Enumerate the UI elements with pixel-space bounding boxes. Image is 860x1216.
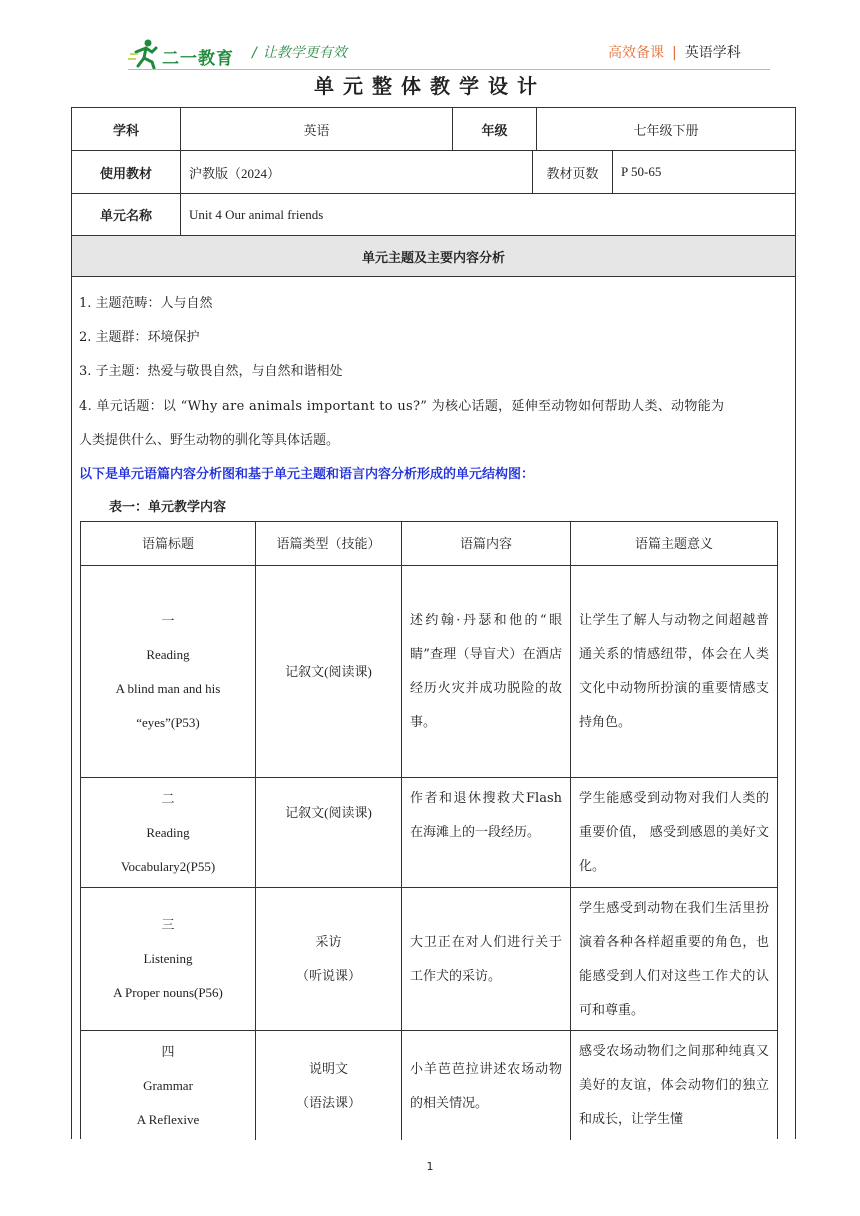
- grade-label: 年级: [452, 108, 536, 150]
- table-row-2-meaning: 学生能感受到动物对我们人类的重要价值， 感受到感恩的美好文化。: [570, 777, 777, 887]
- table-row-1-type: [255, 565, 401, 777]
- table-row-2-type: [255, 777, 401, 887]
- cell-line: 四: [161, 1043, 175, 1059]
- content-table: [80, 521, 778, 1139]
- textbook-label: 使用教材: [72, 150, 180, 193]
- table-row-3-content: 大卫正在对人们进行关于工作犬的采访。: [401, 887, 570, 1030]
- cell-line: A Reflexive: [136, 1111, 200, 1127]
- cell-line: （语法课）: [295, 1094, 361, 1110]
- unit-value: Unit 4 Our animal friends: [180, 193, 795, 235]
- analysis-line: 4. 单元话题：以 “Why are animals important to us?” 为核心话题，延伸至动物如何帮助人类、动物能为: [79, 399, 725, 414]
- table-row-4-meaning: 感受农场动物们之间那种纯真又美好的友谊，体会动物们的独立和成长，让学生懂: [570, 1030, 777, 1140]
- blue-note: 以下是单元语篇内容分析图和基于单元主题和语言内容分析形成的单元结构图：: [79, 467, 535, 482]
- cell-line: 一: [161, 612, 175, 628]
- table-row-2-content: 作者和退休搜救犬Flash 在海滩上的一段经历。: [401, 777, 570, 887]
- slogan: / 让教学更有效: [252, 45, 347, 61]
- page-title: 单元整体教学设计: [314, 74, 546, 98]
- cell-line: 说明文: [308, 1060, 348, 1076]
- grade-value: 七年级下册: [536, 108, 795, 150]
- table-row-4-content: 小羊芭芭拉讲述农场动物的相关情况。: [401, 1030, 570, 1140]
- table-row-1-title: [81, 565, 255, 777]
- header-tag-efficient: 高效备课: [608, 45, 664, 61]
- col-header-type: 语篇类型（技能）: [255, 522, 401, 565]
- table-row-3-type: [255, 887, 401, 1030]
- cell-line: 记叙文(阅读课): [285, 663, 372, 679]
- analysis-line: 1. 主题范畴：人与自然: [79, 296, 213, 311]
- cell-line: A blind man and his: [115, 680, 221, 696]
- subject-label: 学科: [112, 123, 139, 139]
- slogan-text: 让教学更有效: [262, 45, 347, 61]
- analysis-line: 3. 子主题：热爱与敬畏自然，与自然和谐相处: [79, 364, 343, 379]
- cell-line: A Proper nouns(P56): [113, 985, 223, 1000]
- cell-line: Reading: [146, 646, 190, 662]
- cell-line: （听说课）: [295, 968, 361, 983]
- cell-line: 采访: [315, 934, 342, 949]
- cell-line: 二: [161, 790, 175, 806]
- section-heading: 单元主题及主要内容分析: [72, 235, 795, 277]
- cell-line: Vocabulary2(P55): [120, 858, 216, 874]
- textbook-value: 沪教版（2024）: [180, 150, 532, 193]
- cell-line: “eyes”(P53): [136, 714, 200, 730]
- analysis-line: 人类提供什么、野生动物的驯化等具体话题。: [79, 433, 340, 448]
- page-header: [0, 0, 860, 72]
- table-caption: 表一：单元教学内容: [109, 500, 227, 515]
- cell-line: 三: [161, 917, 175, 932]
- header-separator: |: [672, 45, 677, 61]
- pages-label: 教材页数: [532, 150, 612, 193]
- page-number: 1: [426, 1160, 434, 1173]
- col-header-title: 语篇标题: [141, 535, 194, 551]
- table-row-1-meaning: 让学生了解人与动物之间超越普通关系的情感纽带，体会在人类文化中动物所扮演的重要情感支持角色。: [570, 565, 777, 777]
- header-tag-subject: 英语学科: [684, 45, 741, 61]
- cell-line: Grammar: [143, 1077, 193, 1093]
- unit-label: 单元名称: [72, 193, 180, 235]
- analysis-line: 2. 主题群：环境保护: [79, 330, 200, 345]
- cell-line: Reading: [146, 824, 190, 840]
- cell-line: Listening: [143, 951, 193, 966]
- col-header-meaning: 语篇主题意义: [570, 522, 777, 565]
- table-row-4-title: [81, 1030, 255, 1140]
- table-row-3-title: [81, 887, 255, 1030]
- cell-line: 记叙文(阅读课): [285, 805, 372, 820]
- table-row-2-title: [81, 777, 255, 887]
- table-row-1-content: 述约翰·丹瑟和他的“眼睛”查理（导盲犬）在酒店经历火灾并成功脱险的故事。: [401, 565, 570, 777]
- pages-value: P 50-65: [612, 150, 795, 193]
- header-right: [608, 42, 741, 62]
- table-row-3-meaning: 学生感受到动物在我们生活里扮演着各种各样超重要的角色，也能感受到人们对这些工作犬的认可和尊重。: [570, 887, 777, 1030]
- runner-logo-icon: [128, 38, 162, 70]
- logo: [128, 38, 238, 72]
- table-row-4-type: [255, 1030, 401, 1140]
- subject-value: 英语: [180, 108, 452, 150]
- logo-text: 二一教育: [162, 49, 234, 69]
- col-header-content: 语篇内容: [401, 522, 570, 565]
